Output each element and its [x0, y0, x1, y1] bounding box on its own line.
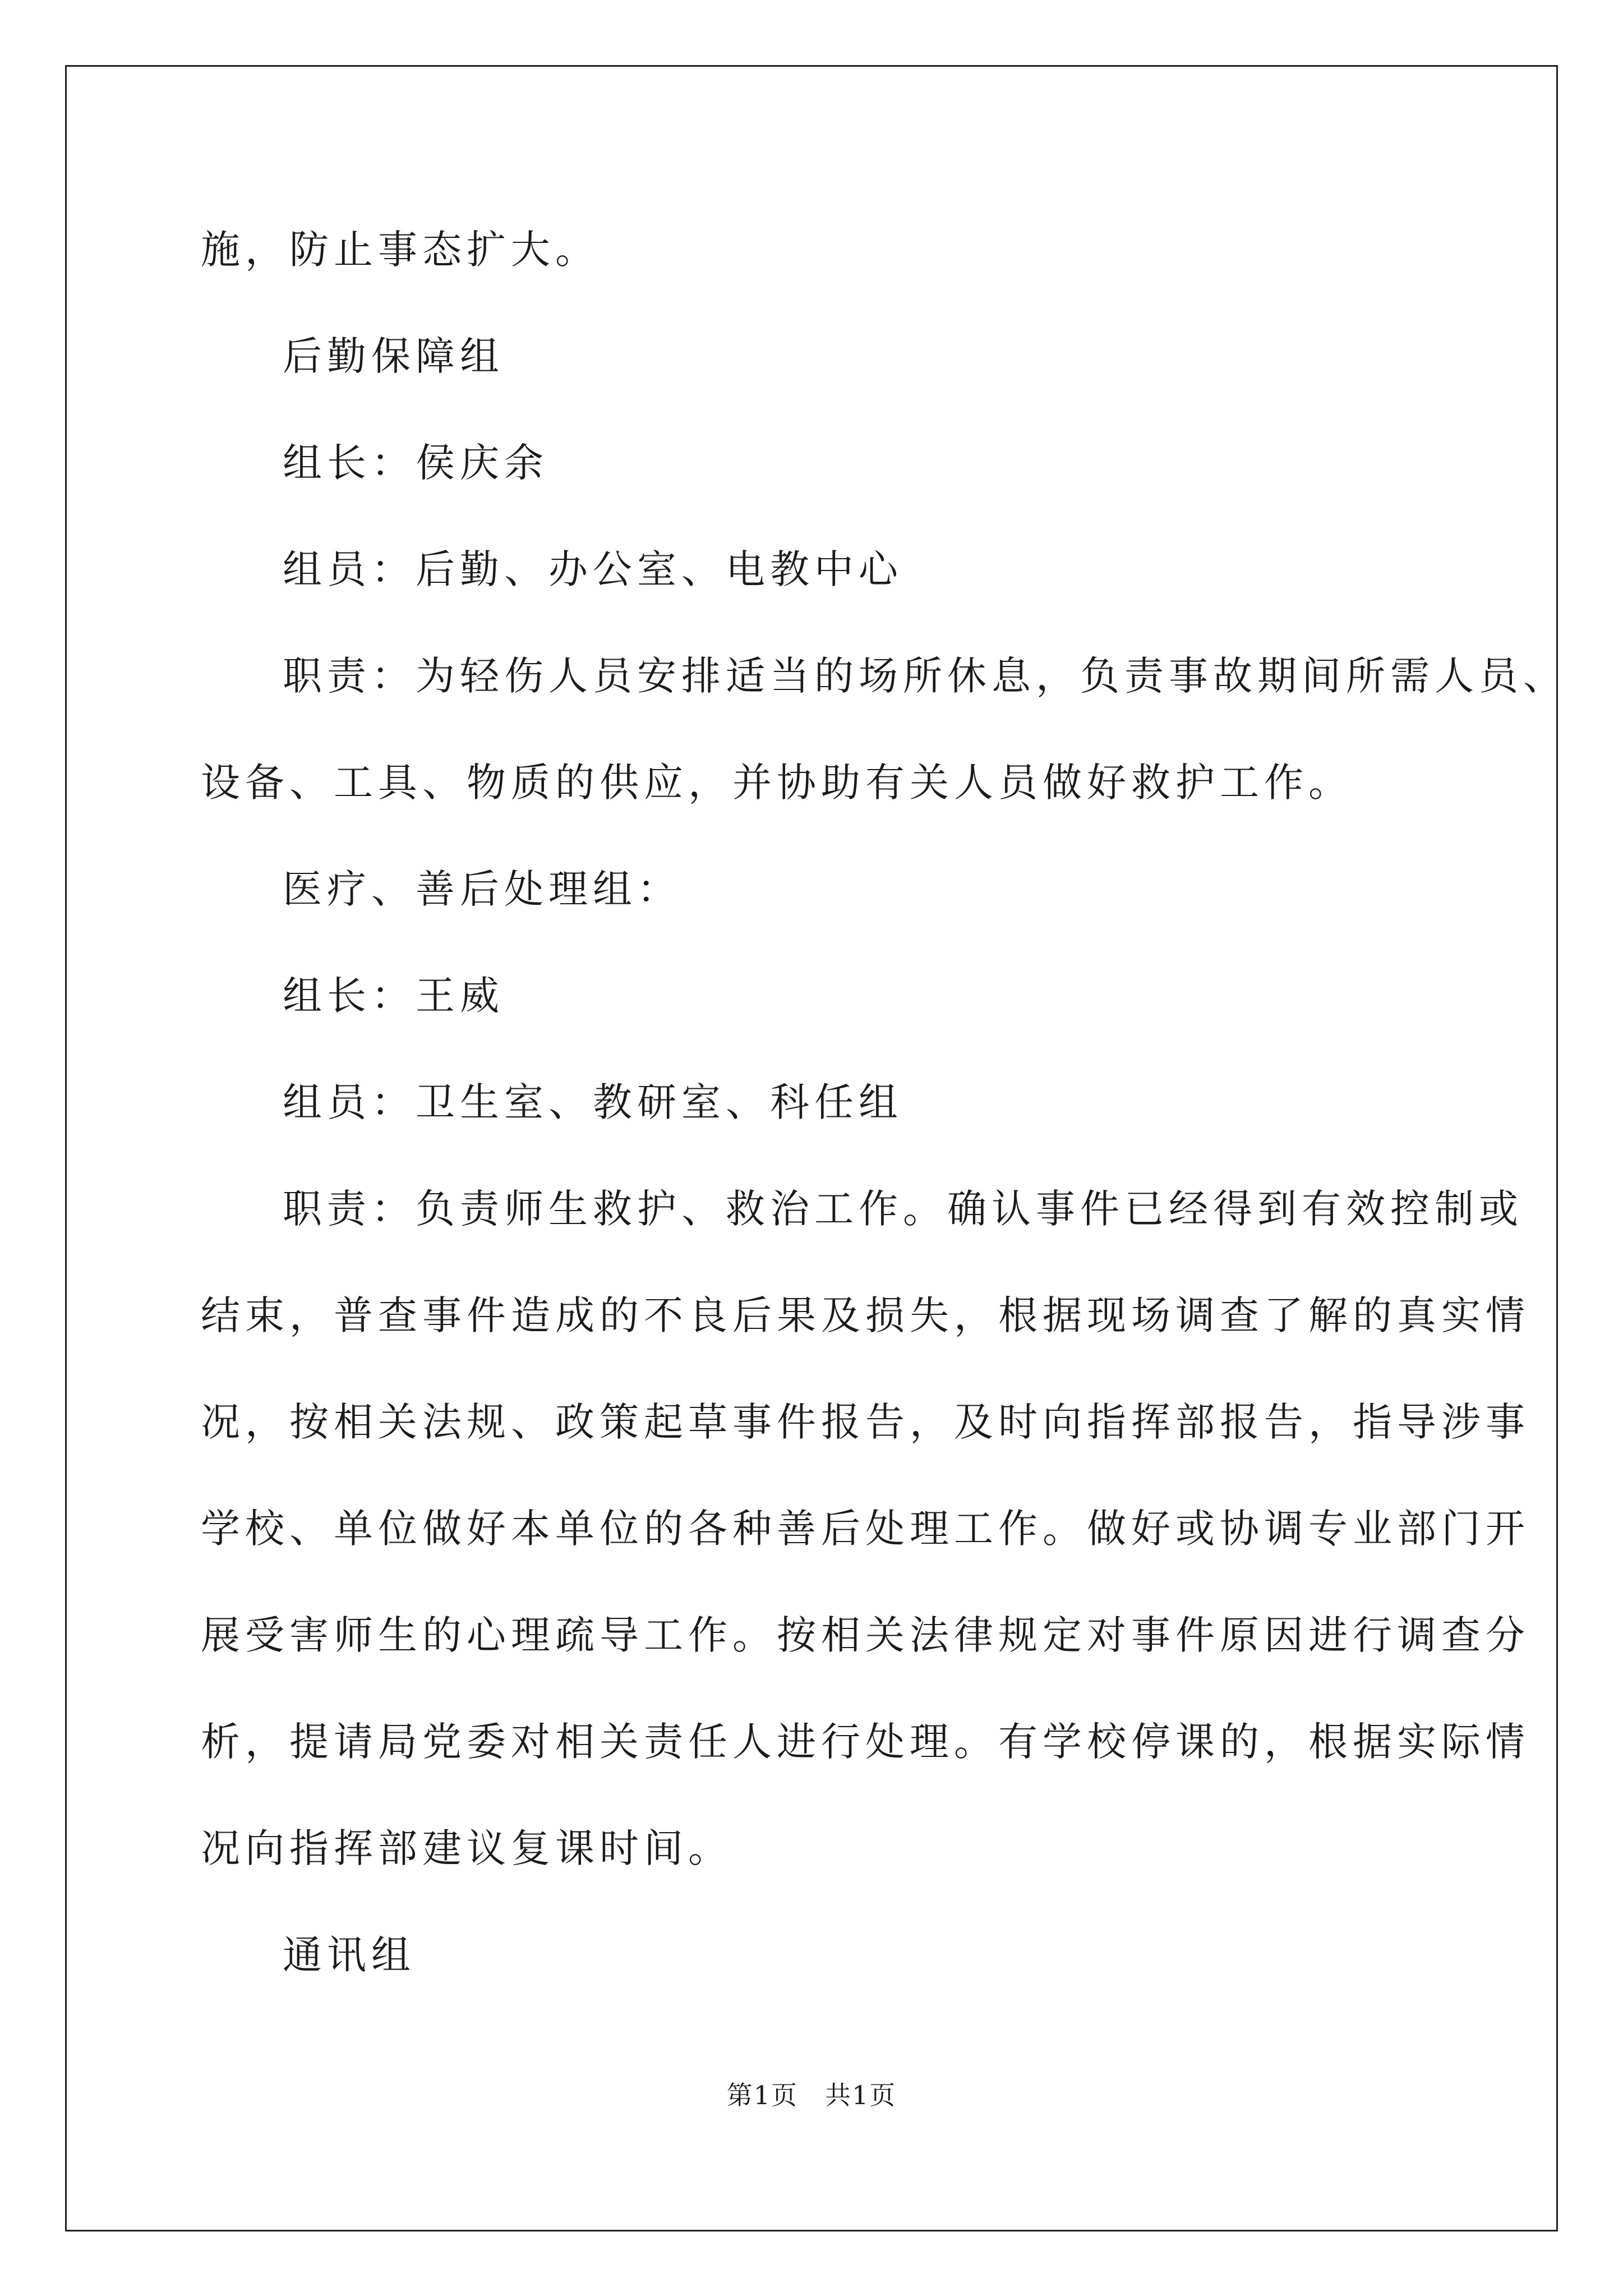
text-line: 组长：侯庆余: [283, 440, 548, 486]
text-line: 析，提请局党委对相关责任人进行处理。有学校停课的，根据实际情: [201, 1719, 1530, 1765]
text-line: 学校、单位做好本单位的各种善后处理工作。做好或协调专业部门开: [201, 1506, 1530, 1552]
text-line: 施，防止事态扩大。: [201, 227, 600, 273]
text-line: 组员：卫生室、教研室、科任组: [283, 1079, 903, 1125]
text-line: 展受害师生的心理疏导工作。按相关法律规定对事件原因进行调查分: [201, 1612, 1530, 1658]
text-line: 况向指挥部建议复课时间。: [201, 1825, 732, 1871]
text-line: 职责：为轻伤人员安排适当的场所休息，负责事故期间所需人员、: [283, 653, 1567, 699]
text-line: 职责：负责师生救护、救治工作。确认事件已经得到有效控制或: [283, 1186, 1523, 1232]
text-line: 结束，普查事件造成的不良后果及损失，根据现场调查了解的真实情: [201, 1292, 1530, 1338]
page-number: 第1页 共1页: [726, 2080, 897, 2110]
text-line: 设备、工具、物质的供应，并协助有关人员做好救护工作。: [201, 760, 1353, 806]
section-heading: 通讯组: [283, 1932, 416, 1978]
section-heading: 后勤保障组: [283, 333, 504, 379]
section-heading: 医疗、善后处理组：: [283, 866, 681, 912]
page-border: [65, 65, 1558, 2231]
text-line: 组员：后勤、办公室、电教中心: [283, 546, 903, 592]
text-line: 况，按相关法规、政策起草事件报告，及时向指挥部报告，指导涉事: [201, 1399, 1530, 1445]
text-line: 组长：王威: [283, 973, 504, 1019]
